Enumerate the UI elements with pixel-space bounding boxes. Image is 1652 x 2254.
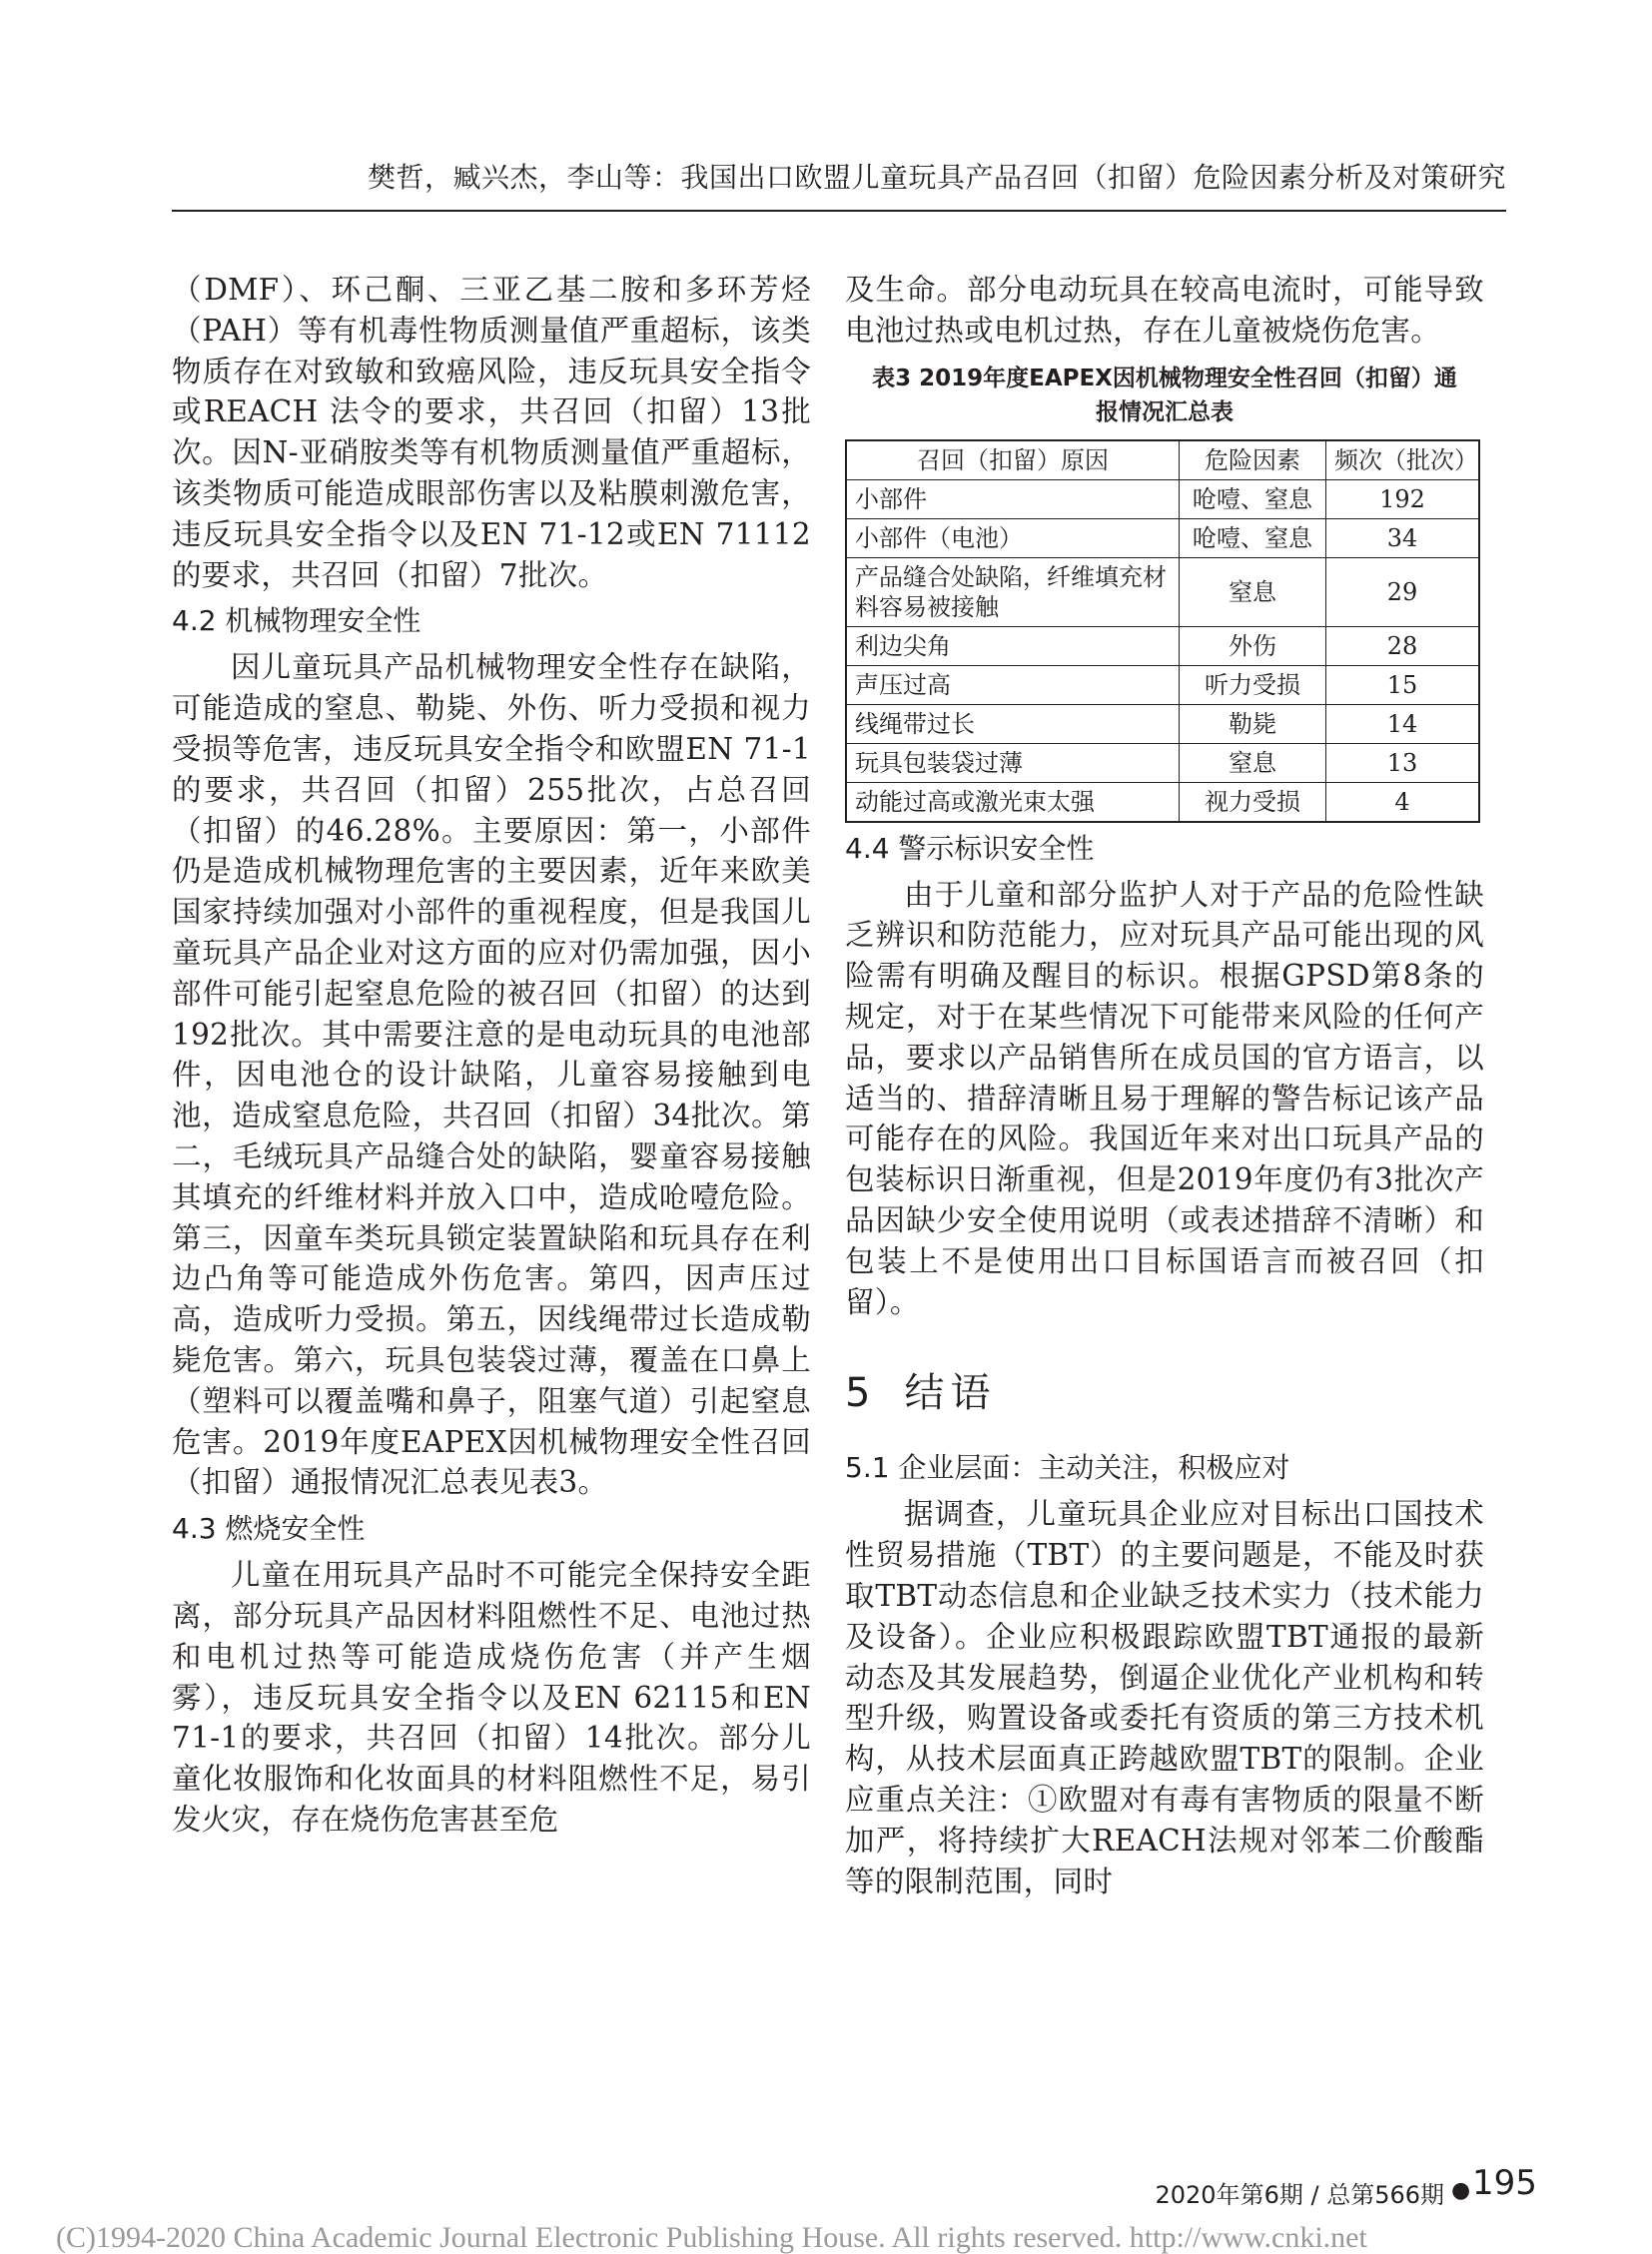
running-head: 樊哲，臧兴杰，李山等：我国出口欧盟儿童玩具产品召回（扣留）危险因素分析及对策研究 — [367, 161, 1506, 194]
footer-bullet-icon: ● — [1451, 2178, 1471, 2203]
cell-reason: 产品缝合处缺陷，纤维填充材料容易被接触 — [846, 557, 1180, 626]
subsection-heading-4-2: 4.2 机械物理安全性 — [172, 604, 421, 638]
cell-reason: 声压过高 — [846, 665, 1180, 704]
cell-reason: 利边尖角 — [846, 626, 1180, 665]
cell-count: 13 — [1326, 743, 1480, 782]
cell-hazard: 听力受损 — [1180, 665, 1326, 704]
page-number: 195 — [1472, 2163, 1537, 2203]
cell-reason: 小部件（电池） — [846, 518, 1180, 557]
table-row — [846, 743, 1479, 782]
subsection-heading-4-3: 4.3 燃烧安全性 — [172, 1512, 366, 1546]
table-caption-line: 报情况汇总表 — [1096, 398, 1234, 425]
paragraph: 儿童在用玩具产品时不可能完全保持安全距离，部分玩具产品因材料阻燃性不足、电池过热和电机过热等可能造成烧伤危害（并产生烟雾），违反玩具安全指令以及EN 62115和EN 71-1的要求，共召回（扣留）14批次。部分儿童化妆服饰和化妆面具的材料阻燃性不足，易引发火灾，存在烧伤危害甚至危 — [172, 1558, 811, 1837]
cell-count: 34 — [1326, 518, 1480, 557]
table-row — [846, 626, 1479, 665]
table-row — [846, 782, 1479, 822]
table-header-row — [846, 440, 1479, 480]
header-rule — [172, 210, 1506, 212]
cell-reason: 动能过高或激光束太强 — [846, 782, 1180, 822]
cell-hazard: 呛噎、窒息 — [1180, 518, 1326, 557]
cell-reason: 小部件 — [846, 479, 1180, 518]
cell-hazard: 窒息 — [1180, 743, 1326, 782]
table-caption-line: 表3 2019年度EAPEX因机械物理安全性召回（扣留）通 — [872, 365, 1457, 391]
cell-count: 14 — [1326, 704, 1480, 743]
table-row — [846, 518, 1479, 557]
paragraph: 及生命。部分电动玩具在较高电流时，可能导致电池过热或电机过热，存在儿童被烧伤危害。 — [845, 273, 1484, 348]
column-header-reason: 召回（扣留）原因 — [846, 440, 1180, 480]
subsection-heading-4-4: 4.4 警示标识安全性 — [845, 831, 1095, 865]
copyright-watermark: (C)1994-2020 China Academic Journal Electronic Publishing House. All rights reserved. http://www.cnki.net — [56, 2221, 1367, 2254]
cell-hazard: 呛噎、窒息 — [1180, 479, 1326, 518]
cell-count: 192 — [1326, 479, 1480, 518]
left-column — [172, 270, 811, 1841]
cell-count: 29 — [1326, 557, 1480, 626]
paragraph: 因儿童玩具产品机械物理安全性存在缺陷，可能造成的窒息、勒毙、外伤、听力受损和视力受损等危害，违反玩具安全指令和欧盟EN 71-1的要求，共召回（扣留）255批次，占总召回（扣留）的46.28%。主要原因：第一，小部件仍是造成机械物理危害的主要因素，近年来欧美国家持续加强对小部件的重视程度，但是我国儿童玩具产品企业对这方面的应对仍需加强，因小部件可能引起窒息危险的被召回（扣留）的达到192批次。其中需要注意的是电动玩具的电池部件，因电池仓的设计缺陷，儿童容易接触到电池，造成窒息危险，共召回（扣留）34批次。第二，毛绒玩具产品缝合处的缺陷，婴童容易接触其填充的纤维材料并放入口中，造成呛噎危险。第三，因童车类玩具锁定装置缺陷和玩具存在利边凸角等可能造成外伤危害。第四，因声压过高，造成听力受损。第五，因线绳带过长造成勒毙危害。第六，玩具包装袋过薄，覆盖在口鼻上（塑料可以覆盖嘴和鼻子，阻塞气道）引起窒息危害。2019年度EAPEX因机械物理安全性召回（扣留）通报情况汇总表见表3。 — [172, 650, 811, 1500]
cell-count: 28 — [1326, 626, 1480, 665]
footer-issue-info: 2020年第6期 / 总第566期 — [1155, 2181, 1444, 2209]
cell-hazard: 勒毙 — [1180, 704, 1326, 743]
cell-hazard: 视力受损 — [1180, 782, 1326, 822]
section-number: 5 — [845, 1370, 877, 1417]
right-column — [845, 270, 1484, 1901]
paragraph: 据调查，儿童玩具企业应对目标出口国技术性贸易措施（TBT）的主要问题是，不能及时获取TBT动态信息和企业缺乏技术实力（技术能力及设备）。企业应积极跟踪欧盟TBT通报的最新动态及其发展趋势，倒逼企业优化产业机构和转型升级，购置设备或委托有资质的第三方技术机构，从技术层面真正跨越欧盟TBT的限制。企业应重点关注：①欧盟对有毒有害物质的限量不断加严，将持续扩大REACH法规对邻苯二价酸酯等的限制范围，同时 — [845, 1497, 1484, 1898]
table-row — [846, 479, 1479, 518]
section-heading-5 — [845, 1368, 1484, 1418]
cell-reason: 玩具包装袋过薄 — [846, 743, 1180, 782]
section-title: 结语 — [904, 1370, 997, 1417]
cell-hazard: 窒息 — [1180, 557, 1326, 626]
subsection-heading-5-1: 5.1 企业层面：主动关注，积极应对 — [845, 1451, 1290, 1485]
recall-summary-table — [845, 439, 1480, 823]
column-header-hazard: 危险因素 — [1180, 440, 1326, 480]
paragraph: （DMF）、环己酮、三亚乙基二胺和多环芳烃（PAH）等有机毒性物质测量值严重超标，该类物质存在对致敏和致癌风险，违反玩具安全指令或REACH 法令的要求，共召回（扣留）13批次。因N-亚硝胺类等有机物质测量值严重超标，该类物质可能造成眼部伤害以及粘膜刺激危害，违反玩具安全指令以及EN 71-12或EN 71112的要求，共召回（扣留）7批次。 — [172, 273, 811, 592]
cell-count: 4 — [1326, 782, 1480, 822]
paragraph: 由于儿童和部分监护人对于产品的危险性缺乏辨识和防范能力，应对玩具产品可能出现的风险需有明确及醒目的标识。根据GPSD第8条的规定，对于在某些情况下可能带来风险的任何产品，要求以产品销售所在成员国的官方语言，以适当的、措辞清晰且易于理解的警告标记该产品可能存在的风险。我国近年来对出口玩具产品的包装标识日渐重视，但是2019年度仍有3批次产品因缺少安全使用说明（或表述措辞不清晰）和包装上不是使用出口目标国语言而被召回（扣留）。 — [845, 877, 1484, 1319]
cell-count: 15 — [1326, 665, 1480, 704]
table-row — [846, 704, 1479, 743]
table-row — [846, 665, 1479, 704]
column-header-count: 频次（批次） — [1326, 440, 1480, 480]
cell-reason: 线绳带过长 — [846, 704, 1180, 743]
cell-hazard: 外伤 — [1180, 626, 1326, 665]
table-caption — [845, 362, 1484, 429]
table-row — [846, 557, 1479, 626]
